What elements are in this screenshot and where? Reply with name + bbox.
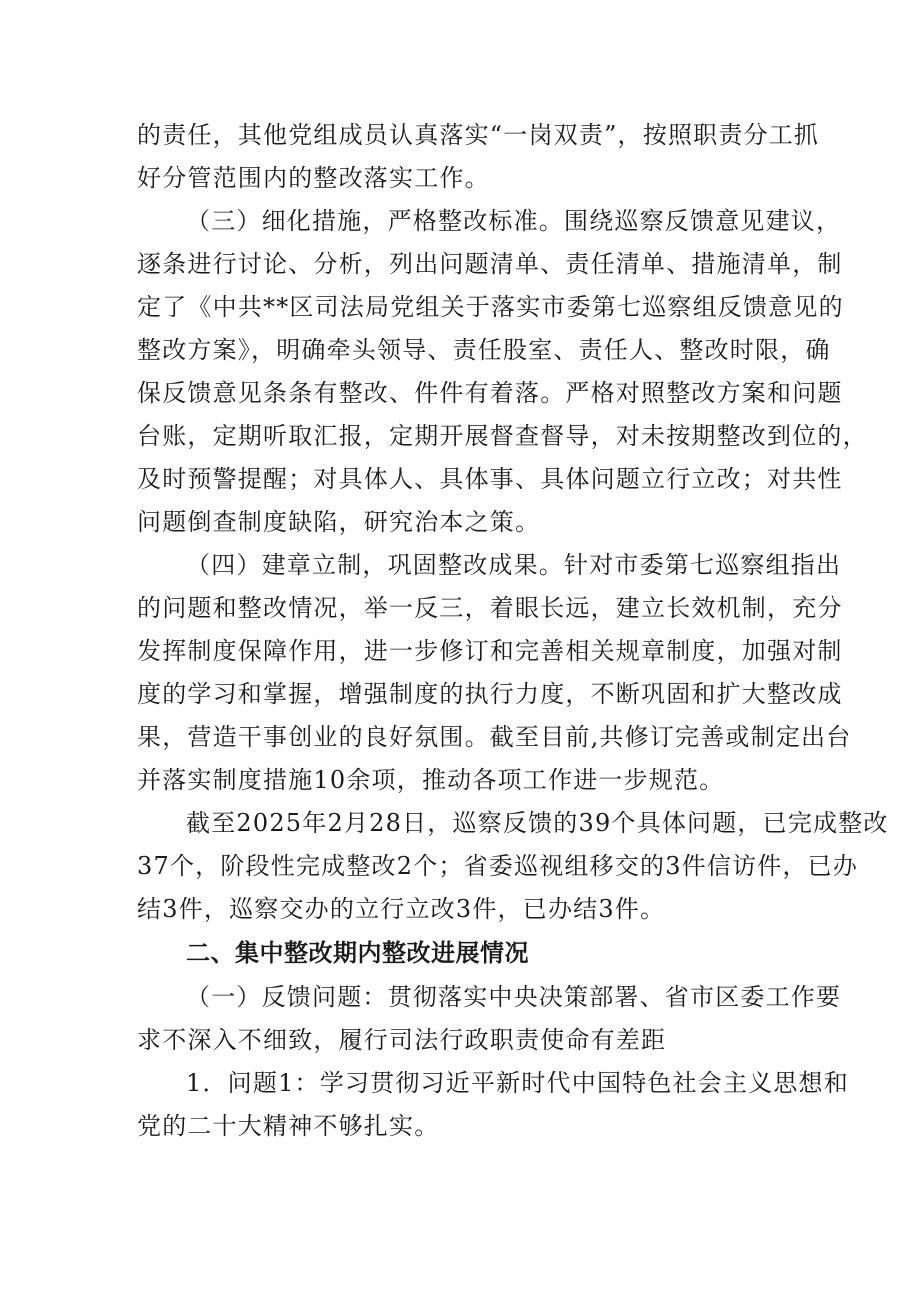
status-summary-line: 截至2025年2月28日，巡察反馈的39个具体问题，已完成整改	[186, 809, 889, 837]
paragraph-line: 党的二十大精神不够扎实。	[137, 1112, 440, 1140]
paragraph-line: 逐条进行讨论、分析，列出问题清单、责任清单、措施清单，制	[137, 250, 843, 278]
paragraph-line: 保反馈意见条条有整改、件件有着落。严格对照整改方案和问题	[137, 379, 843, 407]
paragraph-line: 及时预警提醒；对具体人、具体事、具体问题立行立改；对共性	[137, 465, 843, 493]
subsection-heading: （一）反馈问题：贯彻落实中央决策部署、省市区委工作要	[186, 983, 842, 1011]
paragraph-line: 度的学习和掌握，增强制度的执行力度，不断巩固和扩大整改成	[137, 680, 843, 708]
issue-item-heading: 1．问题1：学习贯彻习近平新时代中国特色社会主义思想和	[186, 1069, 849, 1097]
paragraph-line: 问题倒查制度缺陷，研究治本之策。	[137, 508, 541, 536]
paragraph-line: 求不深入不细致，履行司法行政职责使命有差距	[137, 1026, 667, 1054]
paragraph-line: 好分管范围内的整改落实工作。	[137, 164, 490, 192]
paragraph-line: 并落实制度措施10余项，推动各项工作进一步规范。	[137, 766, 725, 794]
paragraph-line: 台账，定期听取汇报，定期开展督查督导，对未按期整改到位的，	[137, 422, 868, 450]
paragraph-line: 的责任，其他党组成员认真落实“一岗双责”，按照职责分工抓	[137, 121, 820, 149]
paragraph-line: 的问题和整改情况，举一反三，着眼长远，建立长效机制，充分	[137, 594, 843, 622]
paragraph-line: 发挥制度保障作用，进一步修订和完善相关规章制度，加强对制	[137, 637, 843, 665]
paragraph-line: 果，营造干事创业的良好氛围。截至目前,共修订完善或制定出台	[137, 723, 852, 751]
chapter-heading: 二、集中整改期内整改进展情况	[186, 939, 529, 967]
paragraph-line: 37个，阶段性完成整改2个；省委巡视组移交的3件信访件，已办	[137, 852, 859, 880]
section-heading-4: （四）建章立制，巩固整改成果。针对市委第七巡察组指出	[186, 551, 842, 579]
paragraph-line: 定了《中共**区司法局党组关于落实市委第七巡察组反馈意见的	[137, 293, 844, 321]
paragraph-line: 结3件，巡察交办的立行立改3件，已办结3件。	[137, 895, 666, 923]
paragraph-line: 整改方案》，明确牵头领导、责任股室、责任人、整改时限，确	[137, 336, 831, 364]
section-heading-3: （三）细化措施，严格整改标准。围绕巡察反馈意见建议，	[186, 207, 842, 235]
